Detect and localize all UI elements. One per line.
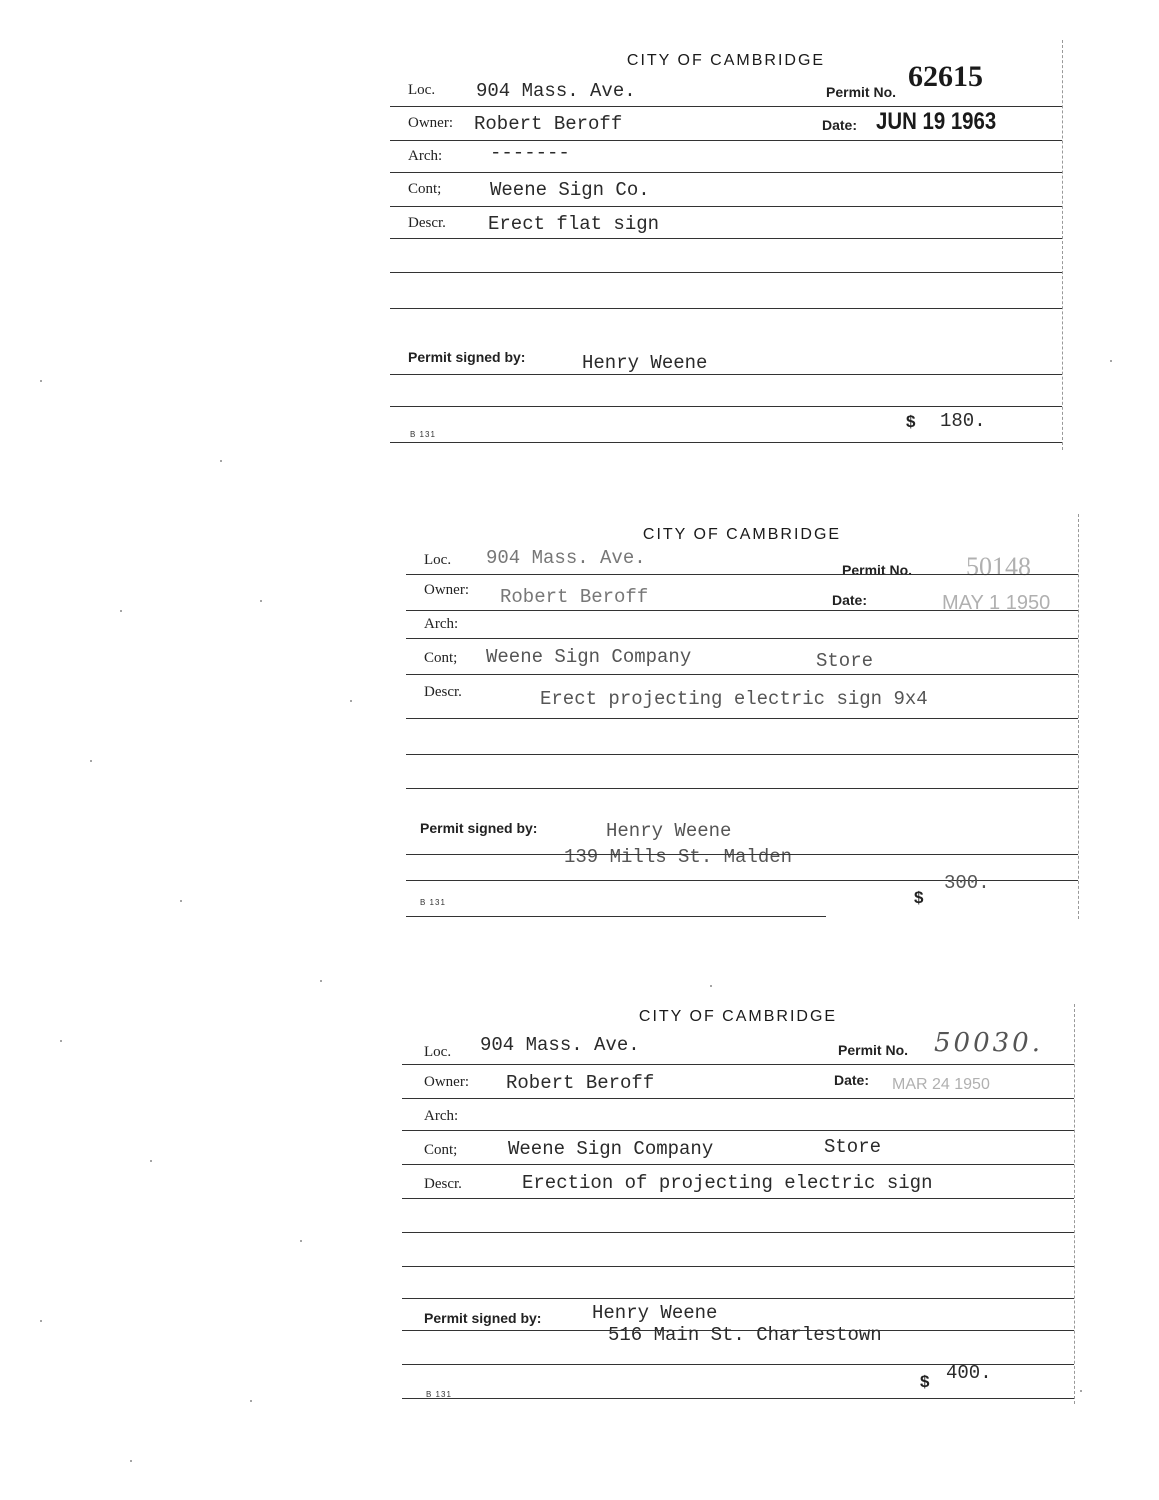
rule (390, 374, 1062, 375)
permit-number: 50148 (966, 552, 1031, 581)
owner-value: Robert Beroff (500, 586, 649, 608)
rule (406, 610, 1078, 611)
rule (406, 574, 1078, 575)
description-value: Erect flat sign (488, 213, 660, 235)
rule (390, 172, 1062, 173)
contractor-extra: Store (824, 1136, 882, 1158)
contractor-value: Weene Sign Company (486, 646, 692, 668)
rule (402, 1298, 1074, 1299)
rule (406, 718, 1078, 719)
rule (390, 442, 1062, 443)
permit-number: 62615 (908, 60, 983, 93)
date-stamp: MAY 1 1950 (942, 592, 1051, 614)
date-label: Date: (832, 592, 868, 608)
arch-label: Arch: (408, 148, 443, 164)
form-number: B 131 (410, 430, 436, 439)
contractor-value: Weene Sign Co. (490, 179, 650, 201)
rule (390, 272, 1062, 273)
description-value: Erection of projecting electric sign (522, 1172, 933, 1194)
location-value: 904 Mass. Ave. (476, 80, 636, 102)
location-value: 904 Mass. Ave. (486, 547, 646, 569)
cont-label: Cont; (408, 181, 442, 197)
permit-card-1950-mar (402, 1004, 1074, 1412)
rule (406, 788, 1078, 789)
permit-no-label: Permit No. (838, 1042, 909, 1058)
date-stamp: MAR 24 1950 (892, 1076, 990, 1093)
rule (402, 1330, 1074, 1331)
rule (390, 140, 1062, 141)
card-edge (1062, 40, 1063, 450)
descr-label: Descr. (424, 1176, 462, 1192)
currency-sign: $ (914, 888, 924, 907)
rule (406, 754, 1078, 755)
owner-value: Robert Beroff (506, 1072, 655, 1094)
signed-by-label: Permit signed by: (408, 349, 526, 365)
permit-card-1963 (390, 40, 1062, 450)
rule (402, 1266, 1074, 1267)
signed-by-value: Henry Weene (606, 820, 732, 842)
owner-value: Robert Beroff (474, 113, 623, 135)
city-header: CITY OF CAMBRIDGE (638, 1008, 838, 1025)
owner-label: Owner: (424, 582, 469, 598)
card-edge (1074, 1004, 1075, 1404)
rule (402, 1130, 1074, 1131)
signed-by-value: Henry Weene (592, 1302, 718, 1324)
rule (406, 674, 1078, 675)
rule (406, 916, 826, 917)
permit-number: 50030. (934, 1028, 1043, 1058)
location-value: 904 Mass. Ave. (480, 1034, 640, 1056)
arch-label: Arch: (424, 1108, 459, 1124)
rule (390, 206, 1062, 207)
date-label: Date: (822, 117, 858, 133)
city-header: CITY OF CAMBRIDGE (626, 52, 826, 69)
rule (402, 1064, 1074, 1065)
signed-by-label: Permit signed by: (424, 1310, 542, 1326)
rule (402, 1164, 1074, 1165)
rule (390, 308, 1062, 309)
contractor-extra: Store (816, 650, 874, 672)
owner-label: Owner: (424, 1074, 469, 1090)
contractor-value: Weene Sign Company (508, 1138, 714, 1160)
form-number: B 131 (426, 1390, 452, 1399)
rule (402, 1232, 1074, 1233)
currency-sign: $ (920, 1372, 930, 1391)
arch-label: Arch: (424, 616, 459, 632)
loc-label: Loc. (408, 82, 436, 98)
signed-by-label: Permit signed by: (420, 820, 538, 836)
rule (406, 854, 1078, 855)
rule (406, 638, 1078, 639)
cont-label: Cont; (424, 650, 458, 666)
rule (402, 1098, 1074, 1099)
rule (402, 1198, 1074, 1199)
fee-value: 400. (946, 1362, 992, 1384)
descr-label: Descr. (424, 684, 462, 700)
card-edge (1078, 514, 1079, 919)
rule (390, 406, 1062, 407)
form-number: B 131 (420, 898, 446, 907)
description-value: Erect projecting electric sign 9x4 (540, 688, 928, 710)
permit-card-1950-may (406, 514, 1078, 924)
loc-label: Loc. (424, 552, 452, 568)
signed-by-address: 139 Mills St. Malden (564, 846, 793, 868)
descr-label: Descr. (408, 215, 446, 231)
rule (402, 1398, 1074, 1399)
fee-value: 180. (940, 410, 986, 432)
permit-no-label: Permit No. (826, 84, 897, 100)
arch-value: ------- (490, 142, 570, 164)
signed-by-value: Henry Weene (582, 352, 708, 374)
rule (390, 238, 1062, 239)
permit-no-label: Permit No. (842, 562, 913, 578)
date-label: Date: (834, 1072, 870, 1088)
date-stamp: JUN 19 1963 (876, 108, 997, 135)
signed-by-address: 516 Main St. Charlestown (608, 1324, 882, 1346)
loc-label: Loc. (424, 1044, 452, 1060)
rule (390, 106, 1062, 107)
owner-label: Owner: (408, 115, 453, 131)
cont-label: Cont; (424, 1142, 458, 1158)
fee-value: 300. (944, 872, 990, 894)
currency-sign: $ (906, 412, 916, 431)
city-header: CITY OF CAMBRIDGE (642, 526, 842, 543)
